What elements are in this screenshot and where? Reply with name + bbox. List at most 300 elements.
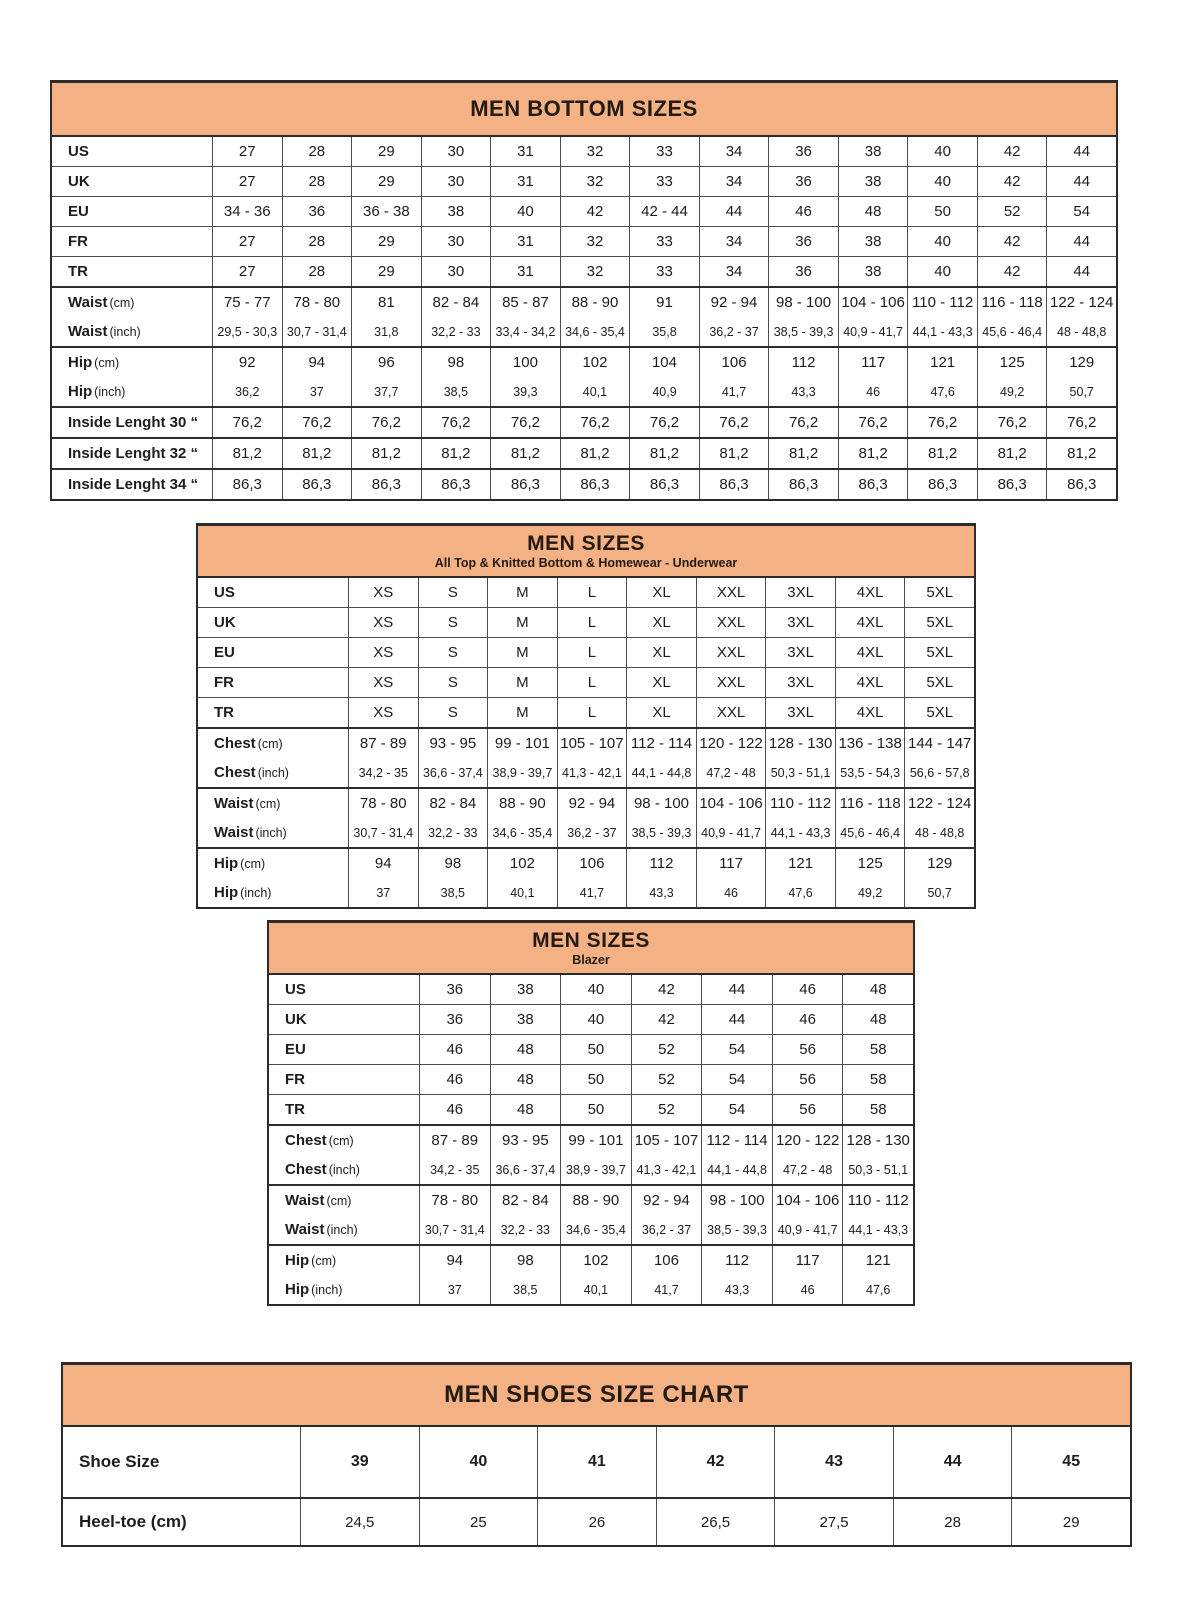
value-cell: 144 - 147 (904, 729, 974, 758)
row-label: FR (285, 1071, 305, 1088)
value-cell: 33 (629, 257, 699, 286)
value-cell: 36 (419, 975, 490, 1004)
value-cell: 4XL (835, 608, 905, 637)
value-cell: 29 (351, 227, 421, 256)
value-cell: 76,2 (560, 408, 630, 437)
value-cell: 54 (701, 1065, 772, 1094)
value-cell: XS (348, 638, 418, 667)
value-cell: 117 (696, 849, 766, 878)
row-label: UK (214, 614, 236, 631)
table-row (198, 787, 974, 818)
value-cell: 52 (631, 1065, 702, 1094)
row-label-unit: (inch) (94, 384, 126, 399)
value-cell: 122 - 124 (1046, 288, 1116, 317)
value-cell: 31 (490, 137, 560, 166)
value-cell: 120 - 122 (696, 729, 766, 758)
value-cell: 86,3 (490, 470, 560, 499)
row-label: EU (214, 644, 235, 661)
value-cell: 42 (977, 227, 1047, 256)
men-sizes-blazer-table (267, 920, 915, 1306)
value-cell: 98 - 100 (626, 789, 696, 818)
value-cell: 48 - 48,8 (904, 818, 974, 847)
value-cell: XS (348, 578, 418, 607)
value-cell: 30 (421, 167, 491, 196)
value-cell: 76,2 (629, 408, 699, 437)
value-cell: 34 (699, 227, 769, 256)
table-row (198, 847, 974, 878)
men-sizes-top-header (198, 526, 974, 578)
row-label-unit: (cm) (109, 295, 135, 310)
table-row (52, 196, 1116, 226)
value-cell: 81,2 (977, 439, 1047, 468)
value-cell: 3XL (765, 698, 835, 727)
value-cell: 40 (560, 975, 631, 1004)
value-cell: 24,5 (300, 1499, 419, 1545)
value-cell: 92 (212, 348, 282, 377)
value-cell: 48 (842, 1005, 913, 1034)
value-cell: 102 (560, 348, 630, 377)
row-label-unit: (inch) (311, 1282, 343, 1297)
value-cell: 98 (490, 1246, 561, 1275)
value-cell: 38,9 - 39,7 (560, 1155, 631, 1184)
value-cell: 3XL (765, 578, 835, 607)
value-cell: 121 (765, 849, 835, 878)
row-label: Hip (inch) (68, 383, 126, 400)
value-cell: 35,8 (629, 317, 699, 346)
value-cell: 112 (626, 849, 696, 878)
men-shoes-size-body (63, 1427, 1130, 1545)
value-cell: 31,8 (351, 317, 421, 346)
value-cell: 42 - 44 (629, 197, 699, 226)
table-row (52, 256, 1116, 286)
value-cell: 81,2 (907, 439, 977, 468)
value-cell: 36 (768, 227, 838, 256)
men-bottom-sizes-header (52, 83, 1116, 137)
men-bottom-sizes-body (52, 137, 1116, 499)
value-cell: 34,6 - 35,4 (487, 818, 557, 847)
value-cell: 25 (419, 1499, 538, 1545)
value-cell: 34,6 - 35,4 (560, 317, 630, 346)
row-label: UK (68, 173, 90, 190)
value-cell: 44 (893, 1427, 1012, 1497)
row-label: Waist (inch) (285, 1221, 358, 1238)
value-cell: 91 (629, 288, 699, 317)
value-cell: 42 (560, 197, 630, 226)
value-cell: 44,1 - 43,3 (765, 818, 835, 847)
value-cell: L (557, 638, 627, 667)
table-row (198, 607, 974, 637)
value-cell: 86,3 (838, 470, 908, 499)
value-cell: 36 - 38 (351, 197, 421, 226)
value-cell: M (487, 608, 557, 637)
value-cell: 96 (351, 348, 421, 377)
value-cell: 4XL (835, 638, 905, 667)
value-cell: 42 (977, 257, 1047, 286)
row-label: Chest (inch) (214, 764, 289, 781)
value-cell: 37 (282, 377, 352, 406)
value-cell: 30,7 - 31,4 (348, 818, 418, 847)
row-label: Waist (cm) (68, 294, 135, 311)
table-row (269, 975, 913, 1004)
value-cell: 44 (699, 197, 769, 226)
value-cell: 81,2 (629, 439, 699, 468)
row-label: FR (214, 674, 234, 691)
table-row (269, 1275, 913, 1304)
value-cell: 38,5 - 39,3 (626, 818, 696, 847)
value-cell: 102 (487, 849, 557, 878)
value-cell: XS (348, 668, 418, 697)
value-cell: 82 - 84 (490, 1186, 561, 1215)
value-cell: 116 - 118 (977, 288, 1047, 317)
table-row (269, 1184, 913, 1215)
value-cell: 81,2 (699, 439, 769, 468)
value-cell: 76,2 (1046, 408, 1116, 437)
value-cell: 81,2 (490, 439, 560, 468)
men-shoes-size-header (63, 1365, 1130, 1427)
value-cell: S (418, 668, 488, 697)
table-row (52, 317, 1116, 346)
value-cell: 27,5 (774, 1499, 893, 1545)
row-label-unit: (cm) (328, 1133, 354, 1148)
value-cell: M (487, 578, 557, 607)
table-row (198, 758, 974, 787)
value-cell: 86,3 (907, 470, 977, 499)
row-label-unit: (cm) (240, 856, 266, 871)
value-cell: 99 - 101 (487, 729, 557, 758)
table-row (269, 1244, 913, 1275)
value-cell: 29 (351, 257, 421, 286)
men-bottom-sizes-table (50, 80, 1118, 501)
value-cell: 36,6 - 37,4 (418, 758, 488, 787)
table-row (269, 1124, 913, 1155)
value-cell: 94 (282, 348, 352, 377)
value-cell: 44 (1046, 227, 1116, 256)
value-cell: 30 (421, 137, 491, 166)
table-row (52, 286, 1116, 317)
value-cell: 117 (838, 348, 908, 377)
value-cell: 76,2 (699, 408, 769, 437)
table-row (269, 1215, 913, 1244)
value-cell: 5XL (904, 698, 974, 727)
row-label-unit: (cm) (255, 796, 281, 811)
value-cell: 76,2 (421, 408, 491, 437)
value-cell: 33 (629, 167, 699, 196)
value-cell: 99 - 101 (560, 1126, 631, 1155)
row-label-unit: (inch) (109, 324, 141, 339)
row-label: Inside Lenght 34 “ (68, 476, 199, 493)
row-label: US (214, 584, 235, 601)
table-row (52, 137, 1116, 166)
value-cell: 43,3 (626, 878, 696, 907)
value-cell: 4XL (835, 668, 905, 697)
value-cell: 38,5 (421, 377, 491, 406)
value-cell: 56 (772, 1035, 843, 1064)
value-cell: 3XL (765, 608, 835, 637)
table-row (52, 437, 1116, 468)
row-label: Waist (inch) (214, 824, 287, 841)
value-cell: 76,2 (838, 408, 908, 437)
value-cell: 46 (419, 1065, 490, 1094)
table-row (198, 727, 974, 758)
value-cell: 88 - 90 (560, 288, 630, 317)
value-cell: 125 (977, 348, 1047, 377)
value-cell: 88 - 90 (487, 789, 557, 818)
value-cell: 110 - 112 (842, 1186, 913, 1215)
value-cell: 104 - 106 (696, 789, 766, 818)
value-cell: 5XL (904, 668, 974, 697)
value-cell: 31 (490, 227, 560, 256)
row-label: Waist (cm) (214, 795, 281, 812)
value-cell: 32,2 - 33 (418, 818, 488, 847)
table-row (269, 1034, 913, 1064)
value-cell: 47,2 - 48 (772, 1155, 843, 1184)
value-cell: 36,2 (212, 377, 282, 406)
men-sizes-top-body (198, 578, 974, 907)
value-cell: 30,7 - 31,4 (419, 1215, 490, 1244)
value-cell: 36 (282, 197, 352, 226)
table-row (269, 1004, 913, 1034)
row-label: TR (214, 704, 234, 721)
table-row (52, 166, 1116, 196)
value-cell: 104 (629, 348, 699, 377)
value-cell: 34 (699, 137, 769, 166)
value-cell: 27 (212, 227, 282, 256)
value-cell: L (557, 578, 627, 607)
value-cell: 86,3 (282, 470, 352, 499)
value-cell: 78 - 80 (419, 1186, 490, 1215)
value-cell: 98 (421, 348, 491, 377)
value-cell: 42 (631, 975, 702, 1004)
value-cell: 81,2 (282, 439, 352, 468)
value-cell: 36 (419, 1005, 490, 1034)
table-title: MEN SIZES (527, 531, 645, 555)
table-title: MEN BOTTOM SIZES (470, 96, 698, 121)
row-label: Waist (cm) (285, 1192, 352, 1209)
row-label-unit: (inch) (240, 885, 272, 900)
value-cell: 34,2 - 35 (348, 758, 418, 787)
value-cell: 56 (772, 1095, 843, 1124)
value-cell: 40,9 - 41,7 (696, 818, 766, 847)
value-cell: 122 - 124 (904, 789, 974, 818)
value-cell: 34 - 36 (212, 197, 282, 226)
value-cell: 86,3 (351, 470, 421, 499)
table-row (269, 1064, 913, 1094)
value-cell: 46 (838, 377, 908, 406)
value-cell: 28 (282, 227, 352, 256)
value-cell: 40 (907, 227, 977, 256)
value-cell: 29 (351, 167, 421, 196)
value-cell: 41,3 - 42,1 (557, 758, 627, 787)
value-cell: 47,6 (842, 1275, 913, 1304)
value-cell: 32 (560, 167, 630, 196)
value-cell: 110 - 112 (765, 789, 835, 818)
value-cell: XS (348, 608, 418, 637)
value-cell: 46 (772, 975, 843, 1004)
value-cell: M (487, 668, 557, 697)
value-cell: 50,7 (1046, 377, 1116, 406)
table-row (52, 346, 1116, 377)
value-cell: 37 (419, 1275, 490, 1304)
value-cell: L (557, 668, 627, 697)
row-label-unit: (cm) (326, 1193, 352, 1208)
value-cell: 58 (842, 1095, 913, 1124)
value-cell: 45,6 - 46,4 (977, 317, 1047, 346)
value-cell: 40 (907, 137, 977, 166)
value-cell: M (487, 638, 557, 667)
value-cell: L (557, 698, 627, 727)
value-cell: 58 (842, 1065, 913, 1094)
row-label-unit: (inch) (326, 1222, 358, 1237)
value-cell: XXL (696, 608, 766, 637)
row-label: Inside Lenght 30 “ (68, 414, 199, 431)
value-cell: 87 - 89 (348, 729, 418, 758)
value-cell: 116 - 118 (835, 789, 905, 818)
value-cell: 33,4 - 34,2 (490, 317, 560, 346)
value-cell: 105 - 107 (557, 729, 627, 758)
value-cell: 78 - 80 (282, 288, 352, 317)
row-label-unit: (inch) (257, 765, 289, 780)
value-cell: 56 (772, 1065, 843, 1094)
row-label: Heel-toe (cm) (79, 1512, 187, 1531)
value-cell: 54 (1046, 197, 1116, 226)
value-cell: 87 - 89 (419, 1126, 490, 1155)
row-label: EU (285, 1041, 306, 1058)
value-cell: 86,3 (977, 470, 1047, 499)
value-cell: 38 (421, 197, 491, 226)
value-cell: 36 (768, 167, 838, 196)
value-cell: 36 (768, 137, 838, 166)
value-cell: 54 (701, 1035, 772, 1064)
value-cell: 46 (772, 1275, 843, 1304)
value-cell: 30,7 - 31,4 (282, 317, 352, 346)
men-sizes-top-table (196, 523, 976, 909)
value-cell: S (418, 638, 488, 667)
value-cell: 28 (282, 257, 352, 286)
row-label: Hip (cm) (285, 1252, 337, 1269)
value-cell: 45,6 - 46,4 (835, 818, 905, 847)
value-cell: 81,2 (1046, 439, 1116, 468)
value-cell: 48 (490, 1095, 561, 1124)
value-cell: 46 (419, 1095, 490, 1124)
value-cell: 32 (560, 227, 630, 256)
table-row (198, 818, 974, 847)
value-cell: 76,2 (282, 408, 352, 437)
value-cell: 44,1 - 44,8 (701, 1155, 772, 1184)
value-cell: 112 - 114 (626, 729, 696, 758)
value-cell: 36,6 - 37,4 (490, 1155, 561, 1184)
value-cell: 48 (838, 197, 908, 226)
value-cell: 48 - 48,8 (1046, 317, 1116, 346)
row-label: TR (68, 263, 88, 280)
value-cell: 28 (282, 167, 352, 196)
row-label: FR (68, 233, 88, 250)
table-title: MEN SHOES SIZE CHART (444, 1381, 749, 1408)
value-cell: XL (626, 668, 696, 697)
value-cell: 86,3 (629, 470, 699, 499)
value-cell: 117 (772, 1246, 843, 1275)
row-label-unit: (inch) (255, 825, 287, 840)
value-cell: 5XL (904, 578, 974, 607)
row-label: EU (68, 203, 89, 220)
value-cell: 128 - 130 (765, 729, 835, 758)
table-row (269, 1155, 913, 1184)
table-subtitle: Blazer (572, 952, 610, 967)
table-row (198, 637, 974, 667)
value-cell: 129 (1046, 348, 1116, 377)
value-cell: 44 (701, 975, 772, 1004)
value-cell: 93 - 95 (490, 1126, 561, 1155)
value-cell: 34,2 - 35 (419, 1155, 490, 1184)
value-cell: 46 (772, 1005, 843, 1034)
value-cell: 40,1 (560, 1275, 631, 1304)
value-cell: 38 (838, 167, 908, 196)
value-cell: 4XL (835, 698, 905, 727)
value-cell: 76,2 (351, 408, 421, 437)
value-cell: 44 (1046, 137, 1116, 166)
table-row (198, 667, 974, 697)
value-cell: 43,3 (701, 1275, 772, 1304)
value-cell: 104 - 106 (772, 1186, 843, 1215)
value-cell: 44,1 - 44,8 (626, 758, 696, 787)
value-cell: XXL (696, 698, 766, 727)
value-cell: 28 (893, 1499, 1012, 1545)
value-cell: 86,3 (1046, 470, 1116, 499)
value-cell: 5XL (904, 608, 974, 637)
value-cell: 92 - 94 (557, 789, 627, 818)
value-cell: 81,2 (351, 439, 421, 468)
value-cell: 31 (490, 257, 560, 286)
value-cell: 50 (907, 197, 977, 226)
value-cell: 31 (490, 167, 560, 196)
value-cell: 32 (560, 257, 630, 286)
value-cell: 38 (838, 257, 908, 286)
value-cell: 48 (490, 1035, 561, 1064)
value-cell: 100 (490, 348, 560, 377)
value-cell: 38 (838, 227, 908, 256)
value-cell: 86,3 (768, 470, 838, 499)
value-cell: 48 (490, 1065, 561, 1094)
value-cell: 40 (907, 167, 977, 196)
row-label: US (68, 143, 89, 160)
value-cell: 129 (904, 849, 974, 878)
value-cell: 85 - 87 (490, 288, 560, 317)
value-cell: 94 (419, 1246, 490, 1275)
value-cell: 44,1 - 43,3 (842, 1215, 913, 1244)
value-cell: 37,7 (351, 377, 421, 406)
value-cell: 76,2 (768, 408, 838, 437)
value-cell: 38,5 (490, 1275, 561, 1304)
value-cell: 30 (421, 227, 491, 256)
value-cell: 106 (631, 1246, 702, 1275)
value-cell: 75 - 77 (212, 288, 282, 317)
value-cell: 42 (977, 137, 1047, 166)
row-label: US (285, 981, 306, 998)
value-cell: 42 (631, 1005, 702, 1034)
table-title: MEN SIZES (532, 928, 650, 952)
value-cell: 102 (560, 1246, 631, 1275)
value-cell: 38,5 - 39,3 (701, 1215, 772, 1244)
value-cell: 34 (699, 257, 769, 286)
row-label: UK (285, 1011, 307, 1028)
value-cell: 93 - 95 (418, 729, 488, 758)
value-cell: XXL (696, 638, 766, 667)
value-cell: 47,2 - 48 (696, 758, 766, 787)
value-cell: 121 (842, 1246, 913, 1275)
value-cell: 34,6 - 35,4 (560, 1215, 631, 1244)
value-cell: 39 (300, 1427, 419, 1497)
table-row (269, 1094, 913, 1124)
value-cell: 81,2 (212, 439, 282, 468)
